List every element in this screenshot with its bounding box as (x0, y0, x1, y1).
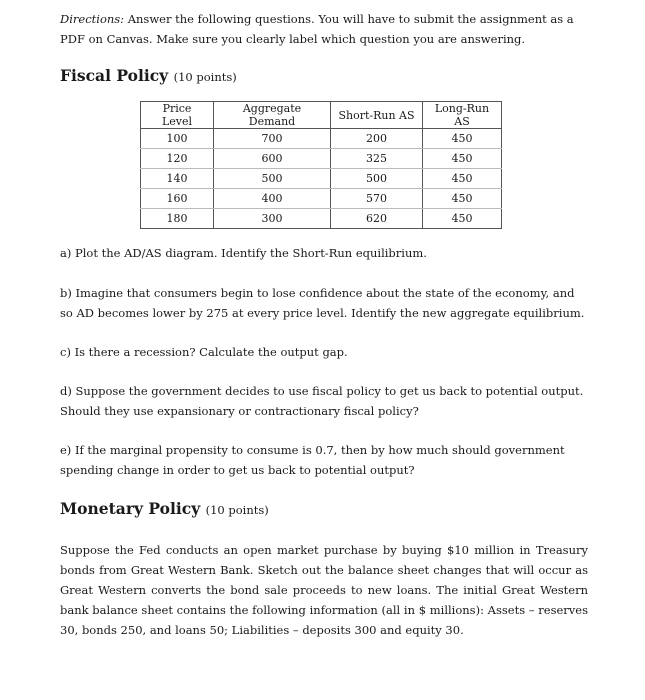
header-long-run-as: Long-Run AS (423, 102, 502, 129)
cell-long-run-as: 450 (423, 209, 502, 229)
cell-price-level: 180 (141, 209, 214, 229)
table-row (141, 169, 502, 189)
question-a: a) Plot the AD/AS diagram. Identify the Short-Run equilibrium. (60, 246, 427, 260)
table-row (141, 149, 502, 169)
monetary-policy-points: (10 points) (205, 503, 269, 517)
cell-aggregate-demand: 400 (214, 189, 331, 209)
cell-long-run-as: 450 (423, 129, 502, 149)
table-row (141, 189, 502, 209)
table-row (141, 209, 502, 229)
fiscal-policy-title: Fiscal Policy (60, 66, 169, 85)
question-e: e) If the marginal propensity to consume is 0.7, then by how much should government spending change in order to get us back to potential output? (60, 443, 565, 477)
cell-short-run-as: 500 (331, 169, 423, 189)
cell-long-run-as: 450 (423, 189, 502, 209)
question-b: b) Imagine that consumers begin to lose confidence about the state of the economy, and so AD becomes lower by 275 at every price level. Identify the new aggregate equilibrium. (60, 286, 585, 320)
directions-paragraph (60, 9, 588, 49)
cell-long-run-as: 450 (423, 149, 502, 169)
cell-aggregate-demand: 700 (214, 129, 331, 149)
cell-long-run-as: 450 (423, 169, 502, 189)
question-c: c) Is there a recession? Calculate the output gap. (60, 345, 348, 359)
directions-label: Directions: (60, 12, 125, 26)
monetary-policy-paragraph: Suppose the Fed conducts an open market purchase by buying $10 million in Treasury bonds from Great Western Bank. Sketch out the balance sheet changes that will occur as Great Western converts the bond sale proceeds to new loans. The initial Great Western bank balance sheet contains the following information (all in $ millions): Assets – reserves 30, bonds 250, and loans 50; Liabilities – deposits 300 and equity 30. (60, 543, 588, 637)
cell-price-level: 120 (141, 149, 214, 169)
cell-aggregate-demand: 300 (214, 209, 331, 229)
question-d: d) Suppose the government decides to use fiscal policy to get us back to potential output. Should they use expansionary or contractionary fiscal policy? (60, 384, 584, 418)
table-row (141, 129, 502, 149)
cell-price-level: 140 (141, 169, 214, 189)
cell-price-level: 100 (141, 129, 214, 149)
cell-price-level: 160 (141, 189, 214, 209)
cell-short-run-as: 200 (331, 129, 423, 149)
cell-short-run-as: 570 (331, 189, 423, 209)
header-short-run-as: Short-Run AS (331, 102, 423, 129)
ad-as-table (140, 101, 502, 229)
cell-aggregate-demand: 500 (214, 169, 331, 189)
monetary-policy-heading (60, 499, 269, 520)
monetary-policy-title: Monetary Policy (60, 499, 201, 518)
directions-text: Answer the following questions. You will have to submit the assignment as a PDF on Canvas. Make sure you clearly label which question you are answering. (60, 12, 574, 46)
fiscal-policy-heading (60, 66, 237, 87)
cell-aggregate-demand: 600 (214, 149, 331, 169)
fiscal-policy-points: (10 points) (173, 70, 237, 84)
header-aggregate-demand: Aggregate Demand (214, 102, 331, 129)
cell-short-run-as: 620 (331, 209, 423, 229)
header-price-level: Price Level (141, 102, 214, 129)
cell-short-run-as: 325 (331, 149, 423, 169)
table-header-row (141, 102, 502, 129)
